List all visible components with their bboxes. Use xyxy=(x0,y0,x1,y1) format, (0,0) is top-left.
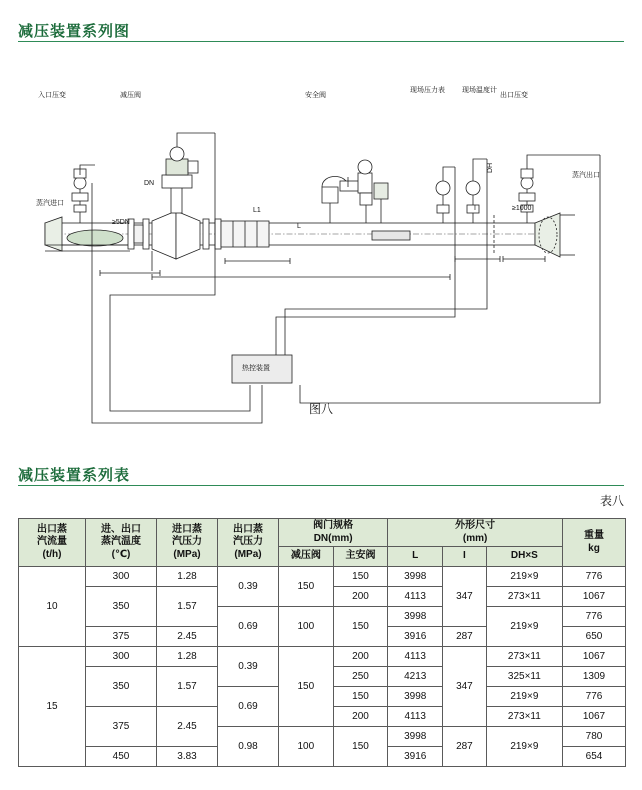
cell-DHS: 219×9 xyxy=(486,567,562,587)
cell-weight: 1067 xyxy=(563,647,626,667)
cell-temp: 350 xyxy=(86,587,157,627)
cell-flow: 15 xyxy=(19,647,86,767)
cell-pout: 0.98 xyxy=(218,727,279,767)
cell-pin: 1.57 xyxy=(157,587,218,627)
diagram-svg xyxy=(0,55,642,445)
cell-temp: 375 xyxy=(86,707,157,747)
cell-pin: 1.28 xyxy=(157,647,218,667)
dim-l-label: L xyxy=(297,223,301,230)
th-outline-dimensions: 外形尺寸 (mm) xyxy=(388,519,563,547)
table-title-rule xyxy=(18,485,624,486)
cell-dn-main: 150 xyxy=(333,567,388,587)
cell-pin: 2.45 xyxy=(157,627,218,647)
cell-weight: 780 xyxy=(563,727,626,747)
cell-pin: 3.83 xyxy=(157,747,218,767)
cell-L: 3916 xyxy=(388,627,443,647)
callout-steam-outlet: 蒸汽出口 xyxy=(572,172,600,179)
dim-i-label: I xyxy=(474,205,476,212)
dim-l1-label: L1 xyxy=(253,207,261,214)
cell-flow: 10 xyxy=(19,567,86,647)
th-valve-spec: 阀门规格 DN(mm) xyxy=(279,519,388,547)
th-size-L: L xyxy=(388,547,443,567)
cell-L: 3998 xyxy=(388,687,443,707)
cell-pin: 1.57 xyxy=(157,667,218,707)
table-head xyxy=(19,519,626,567)
cell-DHS: 219×9 xyxy=(486,687,562,707)
pressure-reducing-series-table xyxy=(18,518,626,767)
cell-L: 3998 xyxy=(388,727,443,747)
cell-dn-main: 250 xyxy=(333,667,388,687)
cell-weight: 650 xyxy=(563,627,626,647)
cell-pout: 0.69 xyxy=(218,687,279,727)
callout-local-pressure-gauge: 现场压力表 xyxy=(410,87,445,94)
cell-DHS: 273×11 xyxy=(486,707,562,727)
cell-temp: 300 xyxy=(86,647,157,667)
th-valve-reducing: 减压阀 xyxy=(279,547,334,567)
th-flow: 出口蒸 汽流量 (t/h) xyxy=(19,519,86,567)
th-temperature: 进、出口 蒸汽温度 (℃) xyxy=(86,519,157,567)
cell-temp: 450 xyxy=(86,747,157,767)
cell-dn-main: 200 xyxy=(333,647,388,667)
callout-pressure-reducing-valve: 减压阀 xyxy=(120,92,141,99)
figure-caption: 图八 xyxy=(308,402,333,416)
table-section-title: 减压装置系列表 xyxy=(18,467,131,484)
cell-dn-main: 200 xyxy=(333,587,388,607)
table-body xyxy=(19,567,626,767)
cell-temp: 375 xyxy=(86,627,157,647)
cell-pin: 2.45 xyxy=(157,707,218,747)
th-size-I: I xyxy=(443,547,487,567)
dim-1000-label: ≥1000 xyxy=(512,205,532,212)
figure-section-title: 减压装置系列图 xyxy=(18,23,131,40)
th-size-DHS: DH×S xyxy=(486,547,562,567)
cell-I: 347 xyxy=(443,567,487,627)
cell-DHS: 219×9 xyxy=(486,607,562,647)
table-number: 表八 xyxy=(599,494,624,508)
cell-weight: 776 xyxy=(563,687,626,707)
dim-dh-label: DH xyxy=(487,162,494,173)
cell-dn-reducing: 150 xyxy=(279,567,334,607)
callout-outlet-pressure-gauge: 出口压变 xyxy=(500,92,528,99)
cell-dn-main: 150 xyxy=(333,687,388,707)
table-row xyxy=(19,567,626,587)
table-header-row-1 xyxy=(19,519,626,547)
cell-DHS: 219×9 xyxy=(486,727,562,767)
dim-dn-label: DN xyxy=(144,180,155,187)
th-weight: 重量 kg xyxy=(563,519,626,567)
cell-L: 3998 xyxy=(388,607,443,627)
callout-local-thermometer: 现场温度计 xyxy=(462,87,497,94)
cell-pout: 0.69 xyxy=(218,607,279,647)
cell-pout: 0.39 xyxy=(218,567,279,607)
cell-dn-reducing: 100 xyxy=(279,607,334,647)
cell-temp: 300 xyxy=(86,567,157,587)
callout-inlet-pressure-gauge: 入口压变 xyxy=(38,92,66,99)
cell-L: 4113 xyxy=(388,587,443,607)
cell-weight: 1309 xyxy=(563,667,626,687)
cell-weight: 776 xyxy=(563,607,626,627)
th-valve-main-safety: 主安阀 xyxy=(333,547,388,567)
cell-DHS: 273×11 xyxy=(486,587,562,607)
series-table-wrap xyxy=(18,518,626,767)
cell-dn-reducing: 100 xyxy=(279,727,334,767)
cell-DHS: 325×11 xyxy=(486,667,562,687)
cell-L: 3998 xyxy=(388,567,443,587)
cell-I: 347 xyxy=(443,647,487,727)
cell-I: 287 xyxy=(443,627,487,647)
cell-L: 4113 xyxy=(388,647,443,667)
table-row xyxy=(19,647,626,667)
callout-control-cabinet: 热控装置 xyxy=(242,365,270,372)
cell-dn-main: 200 xyxy=(333,707,388,727)
cell-dn-reducing: 150 xyxy=(279,647,334,727)
dim-5dn-label: ≥5DN xyxy=(112,219,130,226)
pressure-reducing-device-diagram xyxy=(0,55,642,445)
cell-dn-main: 150 xyxy=(333,607,388,647)
th-outlet-pressure: 出口蒸 汽压力 (MPa) xyxy=(218,519,279,567)
figure-title-rule xyxy=(18,41,624,42)
cell-dn-main: 150 xyxy=(333,727,388,767)
cell-weight: 1067 xyxy=(563,707,626,727)
callout-safety-valve: 安全阀 xyxy=(305,92,326,99)
cell-L: 4213 xyxy=(388,667,443,687)
cell-pout: 0.39 xyxy=(218,647,279,687)
cell-I: 287 xyxy=(443,727,487,767)
cell-temp: 350 xyxy=(86,667,157,707)
cell-L: 3916 xyxy=(388,747,443,767)
cell-weight: 776 xyxy=(563,567,626,587)
cell-pin: 1.28 xyxy=(157,567,218,587)
callout-steam-inlet: 蒸汽进口 xyxy=(36,200,64,207)
cell-DHS: 273×11 xyxy=(486,647,562,667)
cell-weight: 1067 xyxy=(563,587,626,607)
cell-weight: 654 xyxy=(563,747,626,767)
th-inlet-pressure: 进口蒸 汽压力 (MPa) xyxy=(157,519,218,567)
cell-L: 4113 xyxy=(388,707,443,727)
